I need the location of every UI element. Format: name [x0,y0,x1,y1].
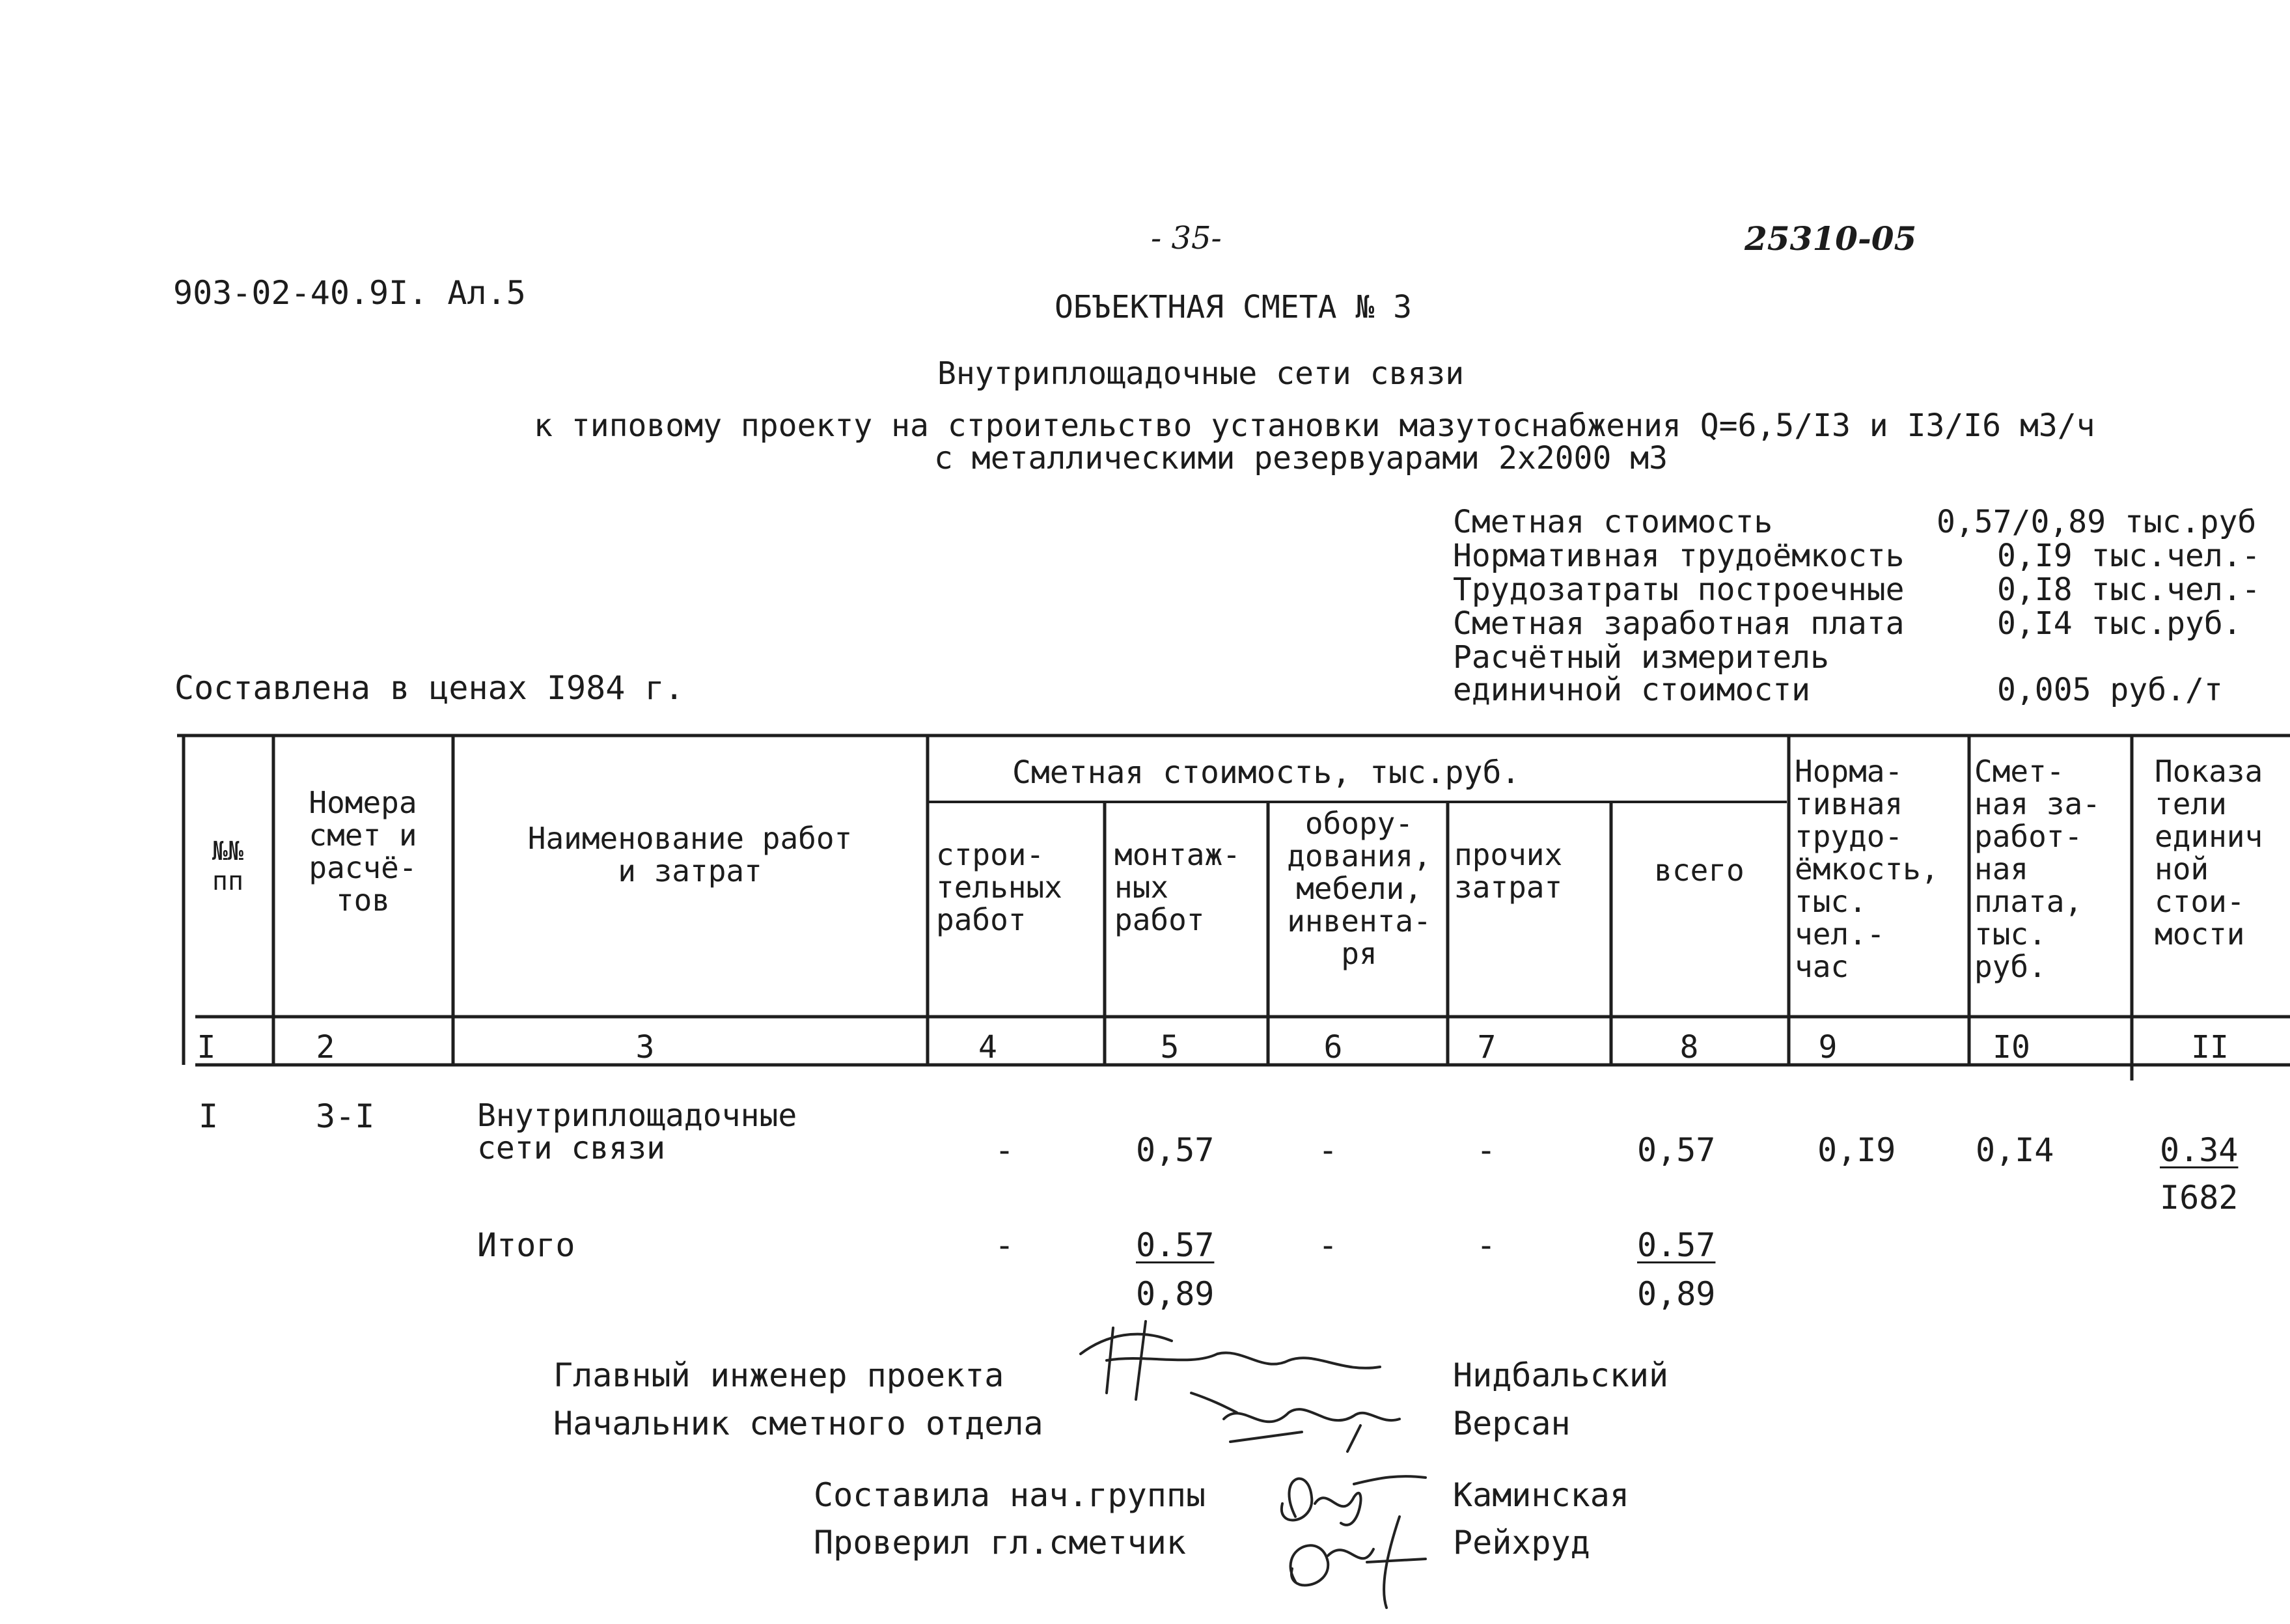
column-number: 2 [316,1029,335,1066]
total-sum-top: 0.57 [1637,1226,1716,1264]
signature-role: Начальник сметного отдела [553,1405,1043,1442]
row-indicator-bottom: I682 [2160,1179,2239,1217]
summary-value: 0,I4 тыс.руб. [1997,605,2242,642]
signature-name: Версан [1453,1405,1571,1442]
signature-group-lead [1282,1476,1426,1525]
row-construction: - [995,1131,1015,1169]
total-sum-bottom: 0,89 [1637,1275,1716,1313]
purpose-line-1: к типовому проекту на строительство установки мазутоснабжения Q=6,5/I3 и I3/I6 м3/ч [534,407,2095,444]
signature-role: Проверил гл.сметчик [814,1524,1186,1562]
summary-value: 0,57/0,89 тыс.руб [1937,504,2257,540]
summary-label: Нормативная трудоёмкость [1453,538,1905,574]
header-wages: Смет- ная за- работ- ная плата, тыс. руб. [1974,754,2101,984]
total-other: - [1476,1226,1497,1264]
summary-value: 0,I9 тыс.чел.- [1997,538,2261,574]
summary-label: Сметная заработная плата [1453,605,1905,642]
header-unit-indicators: Показа тели единич ной стои- мости [2155,754,2263,952]
column-number: 8 [1679,1029,1699,1066]
column-number: 9 [1818,1029,1838,1066]
summary-label: Трудозатраты построечные [1453,571,1905,608]
total-installation-bottom: 0,89 [1136,1275,1215,1313]
total-label: Итого [477,1226,575,1264]
summary-value: 0,005 руб./т [1997,672,2223,708]
signature-name: Рейхруд [1453,1524,1590,1562]
signature-chief-engineer [1081,1321,1380,1399]
page-number: - 35- [1151,220,1222,256]
row-wages: 0,I4 [1976,1131,2054,1169]
column-number: 7 [1477,1029,1497,1066]
total-installation-top: 0.57 [1136,1226,1215,1264]
column-number: 3 [635,1029,655,1066]
header-construction: строи- тельных работ [936,837,1062,937]
header-equipment: обору- дования, мебели, инвента- ря [1287,806,1431,971]
row-equipment: - [1318,1131,1338,1169]
document-title: ОБЪЕКТНАЯ СМЕТА № 3 [1055,289,1413,325]
signature-role: Составила нач.группы [814,1476,1206,1514]
signature-chief-estimator [1291,1517,1426,1608]
header-labor-norm: Норма- тивная трудо- ёмкость, тыс. чел.- час [1795,754,1939,984]
row-number: I [199,1097,219,1135]
column-number: I [197,1029,216,1066]
row-work-name: Внутриплощадочные [477,1097,797,1134]
prices-note: Составлена в ценах I984 г. [174,669,684,707]
summary-label: единичной стоимости [1453,672,1811,708]
header-work-name: Наименование работ и затрат [527,821,853,888]
project-code: 903-02-40.9I. Ал.5 [173,274,526,312]
purpose-line-2: с металлическими резервуарами 2х2000 м3 [934,440,1668,476]
summary-label: Расчётный измеритель [1453,639,1829,676]
signature-name: Нидбальский [1453,1356,1669,1394]
row-labor: 0,I9 [1817,1131,1896,1169]
header-total: всего [1654,853,1745,888]
column-number: 4 [978,1029,997,1066]
column-number: 6 [1323,1029,1343,1066]
total-construction: - [995,1226,1015,1264]
row-other: - [1476,1131,1497,1169]
column-number: II [2191,1029,2229,1066]
row-estimate-ref: 3-I [316,1097,375,1135]
column-number: 5 [1160,1029,1179,1066]
row-installation: 0,57 [1136,1131,1215,1169]
header-number: №№ пп [212,836,244,896]
header-installation: монтаж- ных работ [1114,837,1241,937]
document-subtitle: Внутриплощадочные сети связи [937,355,1465,392]
total-equipment: - [1318,1226,1338,1264]
group-header: Сметная стоимость, тыс.руб. [1012,754,1521,791]
row-total: 0,57 [1637,1131,1716,1169]
archive-number: 25310-05 [1745,219,1917,258]
row-indicator-top: 0.34 [2160,1131,2239,1169]
signature-role: Главный инженер проекта [553,1356,1004,1394]
header-estimate-refs: Номера смет и расчё- тов [309,785,417,918]
header-other: прочих затрат [1454,837,1563,905]
summary-value: 0,I8 тыс.чел.- [1997,571,2261,608]
column-number: I0 [1993,1029,2030,1066]
signature-head-estimate-dept [1191,1393,1400,1452]
summary-label: Сметная стоимость [1453,504,1773,540]
row-work-name: сети связи [477,1130,665,1166]
signature-name: Каминская [1453,1476,1629,1514]
